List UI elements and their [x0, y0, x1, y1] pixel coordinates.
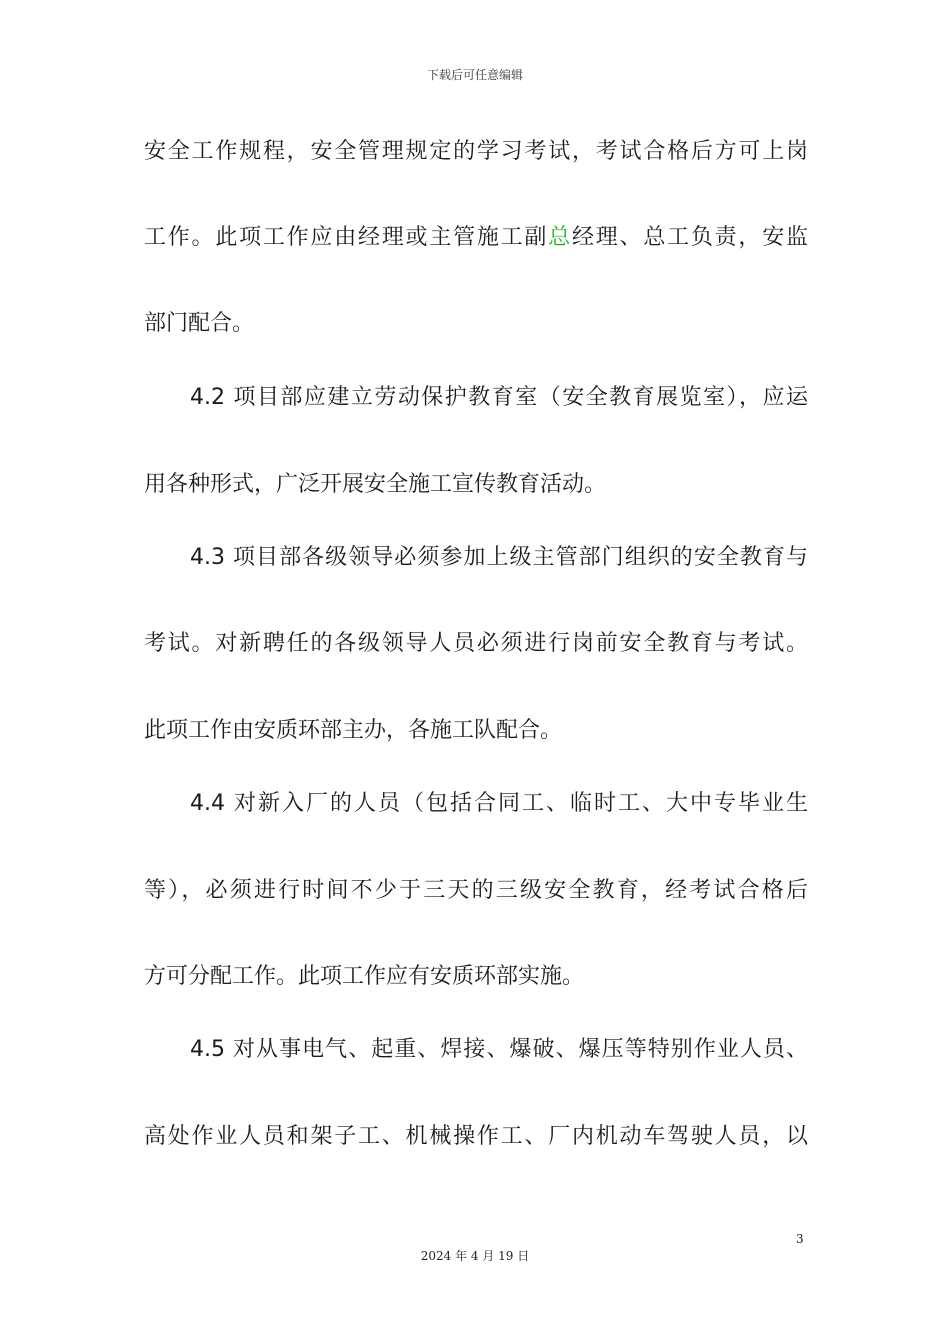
paragraph-4-5-line-1: 4.5 对从事电气、起重、焊接、爆破、爆压等特别作业人员、 [190, 1037, 808, 1062]
footer-date: 2024 年 4 月 19 日 [420, 1249, 530, 1263]
paragraph-4-3-line-3: 此项工作由安质环部主办，各施工队配合。 [144, 718, 563, 743]
body-line-2 [144, 223, 808, 253]
paragraph-4-2-line-2: 用各种形式，广泛开展安全施工宣传教育活动。 [144, 472, 607, 497]
body-line-2-part-2: 经理、总工负责，安监 [571, 225, 808, 250]
body-line-3: 部门配合。 [144, 311, 255, 336]
body-line-1: 安全工作规程，安全管理规定的学习考试，考试合格后方可上岗 [144, 139, 808, 164]
paragraph-4-3-line-2: 考试。对新聘任的各级领导人员必须进行岗前安全教育与考试。 [144, 631, 808, 656]
page-header: 下载后可任意编辑 [426, 68, 523, 82]
body-line-2-part-1: 工作。此项工作应由经理或主管施工副 [144, 225, 549, 250]
page-number: 3 [796, 1232, 804, 1246]
highlighted-character: 总 [548, 225, 572, 250]
paragraph-4-3-line-1: 4.3 项目部各级领导必须参加上级主管部门组织的安全教育与 [190, 545, 808, 570]
paragraph-4-2-line-1: 4.2 项目部应建立劳动保护教育室（安全教育展览室），应运 [190, 385, 808, 410]
paragraph-4-4-line-1: 4.4 对新入厂的人员（包括合同工、临时工、大中专毕业生 [190, 791, 808, 816]
paragraph-4-5-line-2: 高处作业人员和架子工、机械操作工、厂内机动车驾驶人员，以 [144, 1124, 808, 1149]
paragraph-4-4-line-2: 等），必须进行时间不少于三天的三级安全教育，经考试合格后 [144, 878, 808, 903]
paragraph-4-4-line-3: 方可分配工作。此项工作应有安质环部实施。 [144, 964, 585, 989]
